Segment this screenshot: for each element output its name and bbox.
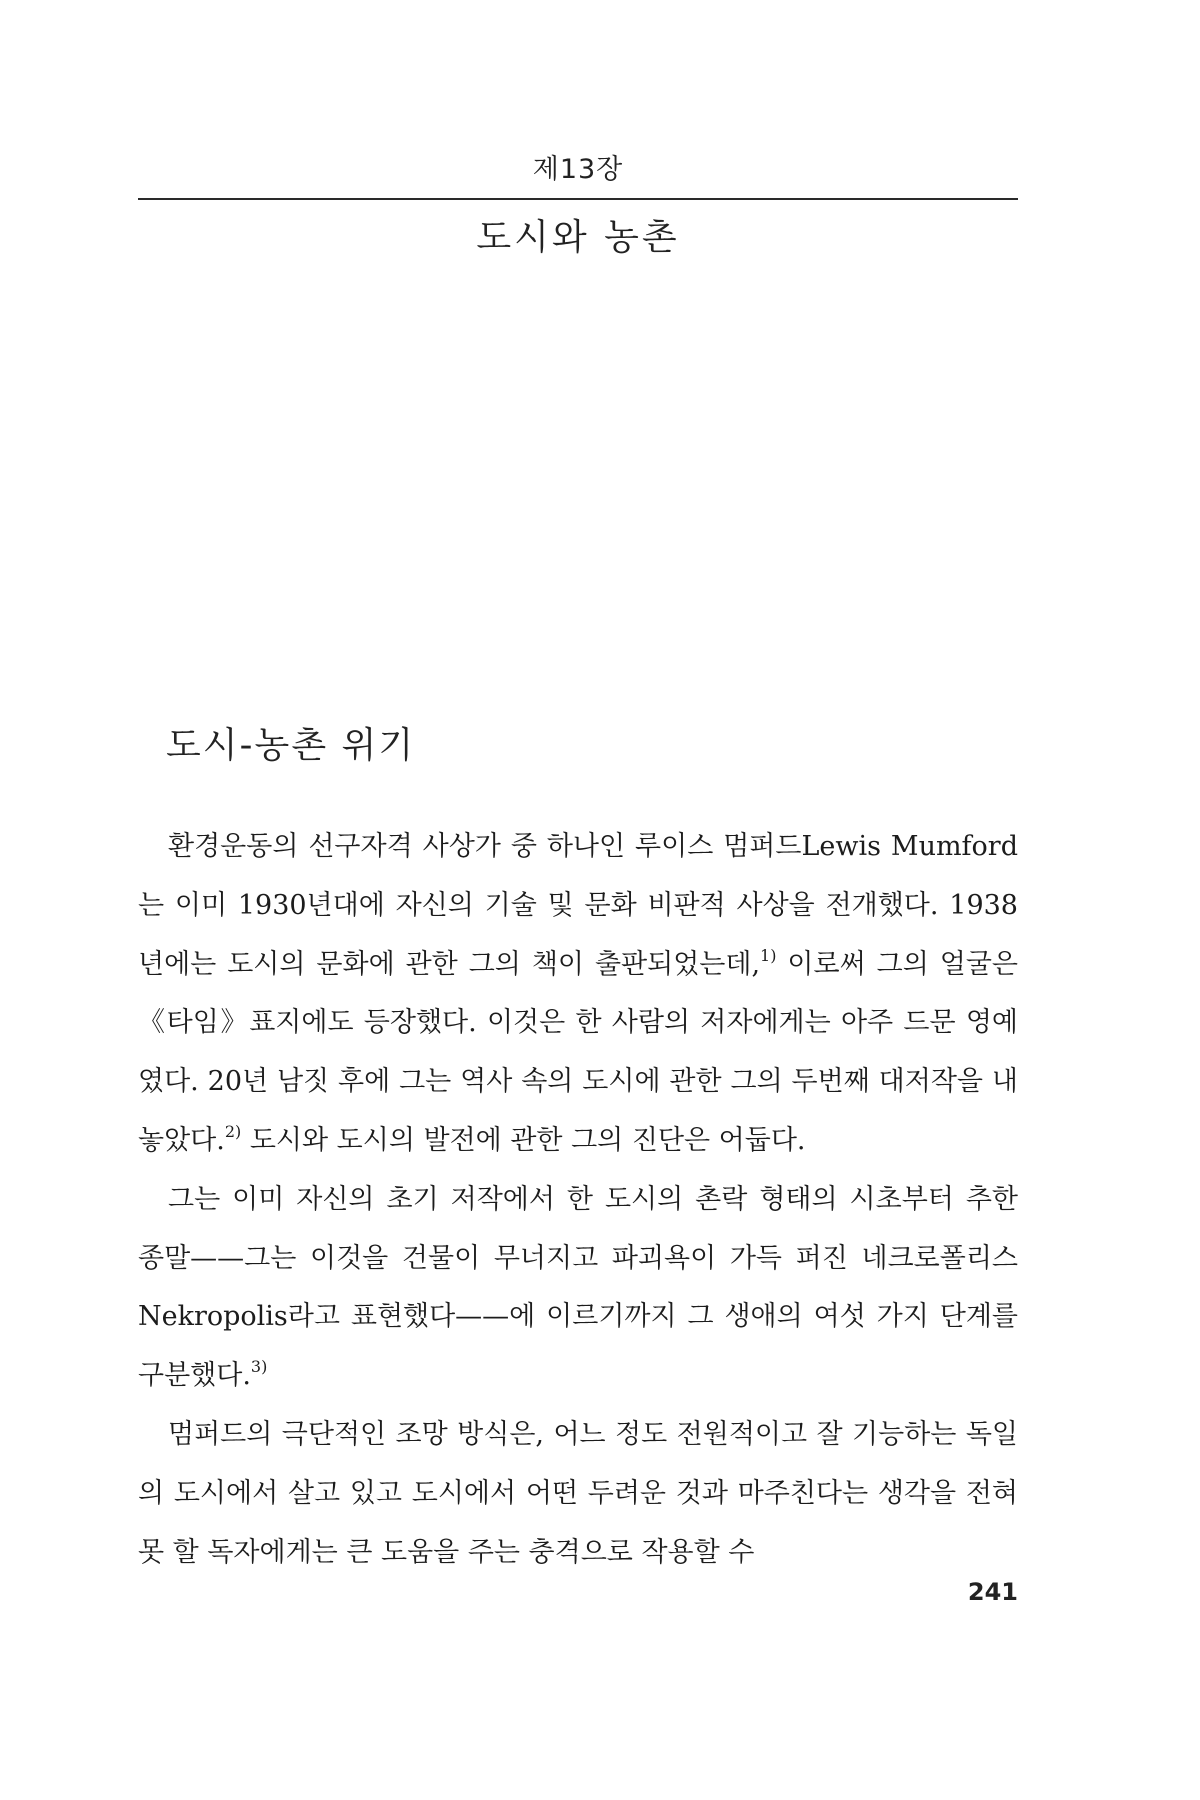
paragraph	[138, 1171, 1018, 1406]
paragraph-text: 이로써 그의 얼굴은《타임》표지에도 등장했다. 이것은 한 사람의 저자에게는 아주 드문 영예였다. 20년 남짓 후에 그는 역사 속의 도시에 관한 그의 두번째 대저작을 내놓았다.	[138, 948, 1018, 1156]
paragraph	[138, 1406, 1018, 1582]
section-heading: 도시-농촌 위기	[166, 725, 416, 766]
paragraph-text: 멈퍼드의 극단적인 조망 방식은, 어느 정도 전원적이고 잘 기능하는 독일의 도시에서 살고 있고 도시에서 어떤 두려운 것과 마주친다는 생각을 전혀 못 할 독자에게는 큰 도움을 주는 충격으로 작용할 수	[138, 1418, 1018, 1568]
paragraph	[138, 818, 1018, 1171]
footnote-marker: 1)	[760, 945, 777, 965]
chapter-title: 도시와 농촌	[476, 217, 680, 258]
chapter-number: 제13장	[532, 154, 624, 185]
footnote-marker: 2)	[224, 1121, 242, 1141]
paragraph-text: 도시와 도시의 발전에 관한 그의 진단은 어둡다.	[241, 1124, 806, 1156]
body-text	[138, 818, 1018, 1582]
page-number: 241	[967, 1578, 1018, 1606]
paragraph-text: 환경운동의 선구자격 사상가 중 하나인 루이스 멈퍼드Lewis Mumford는 이미 1930년대에 자신의 기술 및 문화 비판적 사상을 전개했다. 1938년에는 도시의 문화에 관한 그의 책이 출판되었는데,	[138, 831, 1018, 980]
footnote-marker: 3)	[250, 1357, 268, 1377]
chapter-divider	[138, 198, 1018, 200]
paragraph-text: 그는 이미 자신의 초기 저작에서 한 도시의 촌락 형태의 시초부터 추한 종말——그는 이것을 건물이 무너지고 파괴욕이 가득 퍼진 네크로폴리스Nekropolis라고 표현했다——에 이르기까지 그 생애의 여섯 가지 단계를 구분했다.	[138, 1183, 1018, 1392]
chapter-header	[138, 150, 1018, 262]
